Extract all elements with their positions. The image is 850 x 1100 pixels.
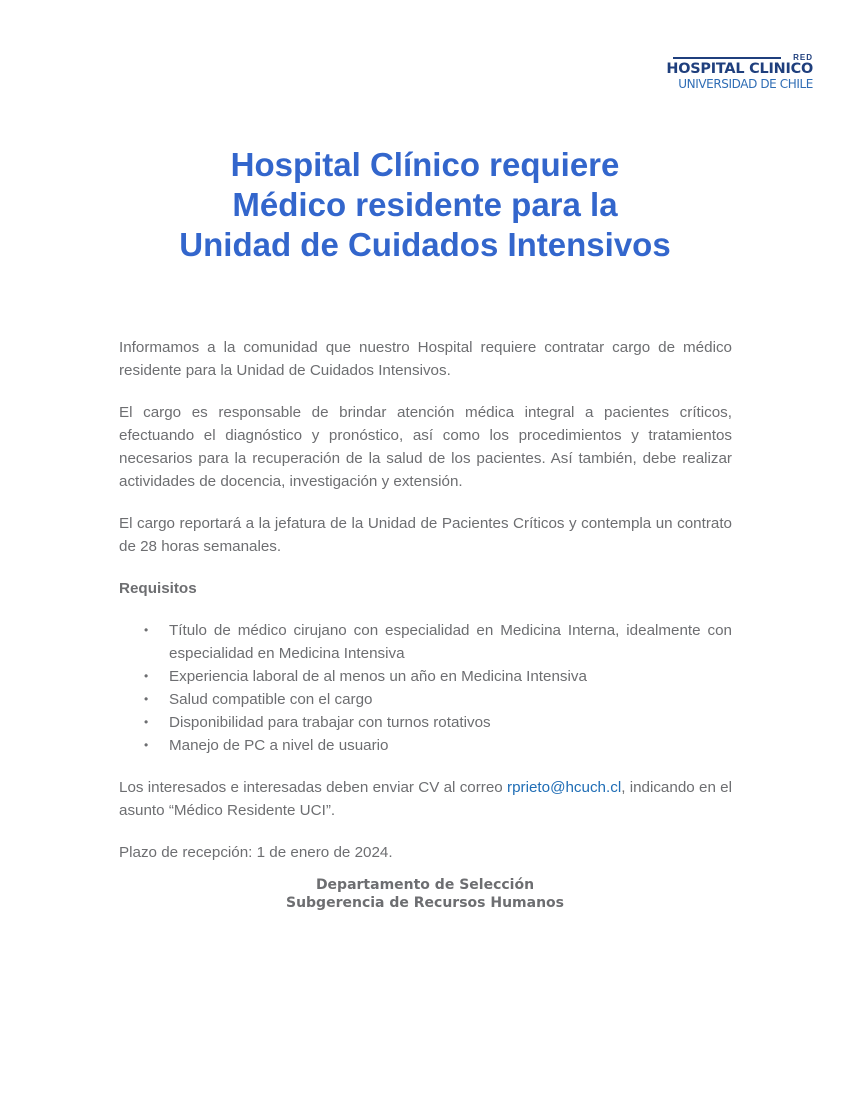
requirement-item: • Salud compatible con el cargo (169, 688, 732, 711)
reporting-paragraph: El cargo reportará a la jefatura de la Unidad de Pacientes Críticos y contempla un contrato de 28 horas semanales. (119, 515, 732, 555)
requirement-item: • Manejo de PC a nivel de usuario (169, 734, 732, 757)
requirement-item: • Experiencia laboral de al menos un año en Medicina Intensiva (169, 665, 732, 688)
announcement-body (119, 336, 732, 883)
requirements-heading: Requisitos (119, 580, 197, 597)
title-line-1: Hospital Clínico requiere (230, 146, 620, 183)
requirements-list (119, 619, 732, 757)
signature-department: Departamento de Selección (315, 877, 535, 893)
intro-paragraph: Informamos a la comunidad que nuestro Hospital requiere contratar cargo de médico residente para la Unidad de Cuidados Intensivos. (119, 339, 732, 379)
responsibilities-paragraph: El cargo es responsable de brindar atención médica integral a pacientes críticos, efectuando el diagnóstico y pronóstico, así como los procedimientos y tratamientos necesarios para la recuperación de la salud de los pacientes. Así también, debe realizar actividades de docencia, investigación y extensión. (119, 404, 732, 490)
signature-block (0, 876, 850, 912)
requirement-item: • Título de médico cirujano con especialidad en Medicina Interna, idealmente con especialidad en Medicina Intensiva (169, 619, 732, 665)
logo-hospital-name: HOSPITAL CLINICO (666, 61, 813, 77)
logo-university-name: UNIVERSIDAD DE CHILE (678, 77, 813, 91)
title-line-3: Unidad de Cuidados Intensivos (179, 226, 671, 263)
application-suffix: , indicando en el asunto “Médico Residente UCI”. (119, 779, 732, 819)
contact-email-link[interactable]: rprieto@hcuch.cl (507, 779, 622, 796)
title-line-2: Médico residente para la (232, 186, 618, 223)
logo-network-label: RED (793, 53, 813, 62)
application-paragraph (119, 776, 732, 822)
deadline-paragraph: Plazo de recepción: 1 de enero de 2024. (119, 844, 393, 861)
logo-rule (673, 57, 781, 59)
application-prefix: Los interesados e interesadas deben enviar CV al correo (119, 779, 508, 796)
signature-subdivision: Subgerencia de Recursos Humanos (285, 895, 564, 911)
requirement-item: • Disponibilidad para trabajar con turnos rotativos (169, 711, 732, 734)
page-title (0, 145, 850, 265)
hospital-logo (643, 54, 813, 91)
